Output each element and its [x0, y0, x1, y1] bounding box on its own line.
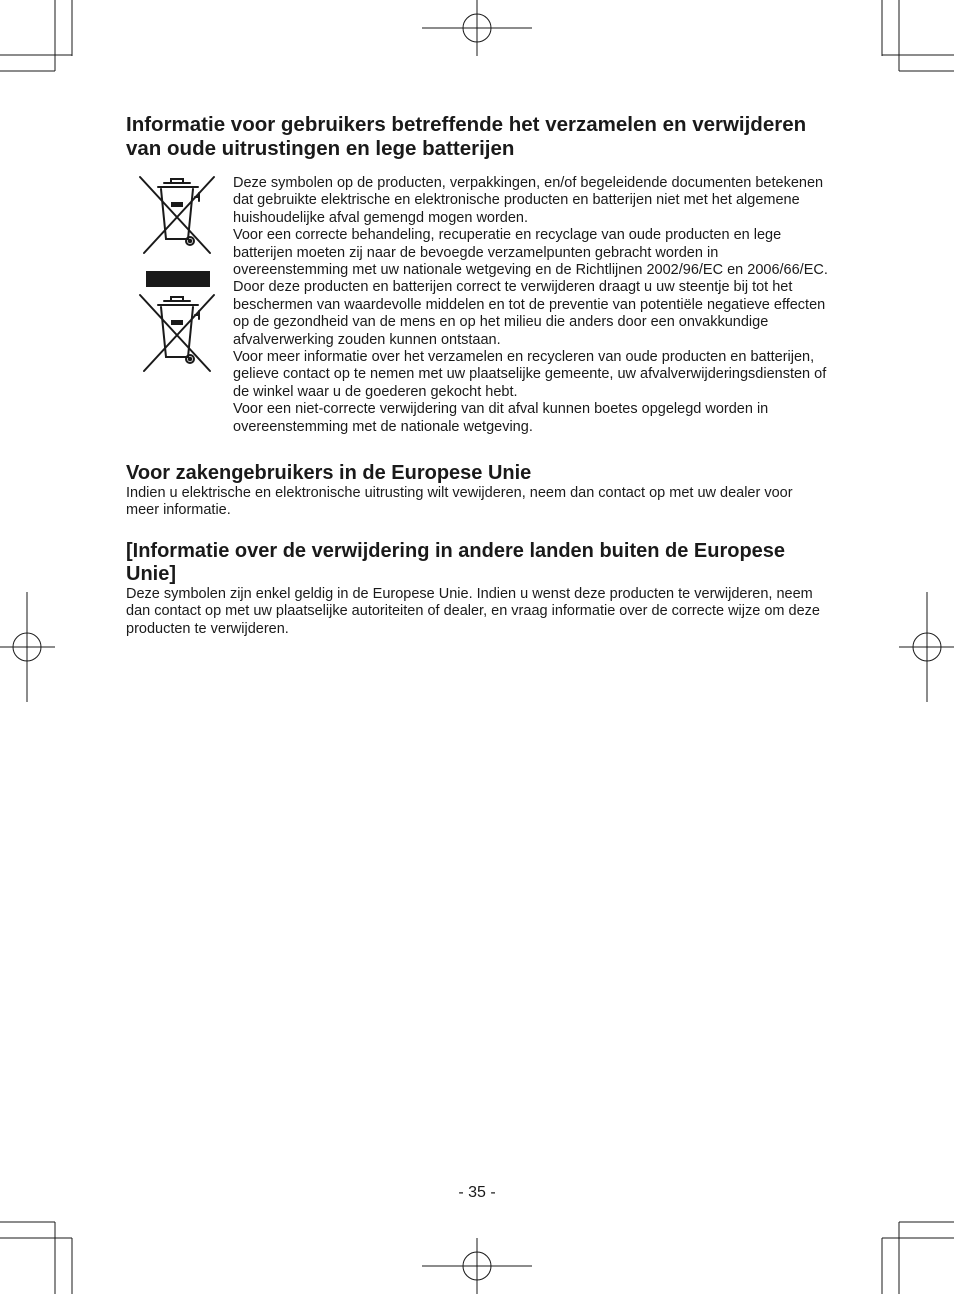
crossed-out-wheelie-bin-icon — [136, 175, 218, 257]
section-heading: [Informatie over de verwijdering in andere landen buiten de Europese Unie] — [126, 539, 786, 585]
info-paragraph: Deze symbolen op de producten, verpakkingen, en/of begeleidende documenten betekenen dat gebruikte elektrische en elektronische producten en batterijen niet met het algemene huishoudelijke afval gemengd mogen worden. — [233, 175, 824, 226]
black-bar-icon — [146, 271, 210, 287]
crossed-out-wheelie-bin-icon — [136, 293, 218, 375]
page-content — [126, 113, 826, 638]
info-paragraph: Voor een correcte behandeling, recuperatie en recyclage van oude producten en lege batterijen moeten zij naar de bevoegde verzamelpunten gebracht worden in overeenstemming met uw nationale wetgeving en de Richtlijnen 2002/96/EC en 2006/66/EC. — [233, 227, 828, 279]
section-business-users-eu — [126, 462, 826, 520]
disposal-info-block — [126, 175, 826, 454]
section-heading: Voor zakengebruikers in de Europese Unie — [126, 462, 532, 484]
info-paragraph: Voor meer informatie over het verzamelen en recycleren van oude producten en batterijen, gelieve contact op te nemen met uw plaatselijke gemeente, uw afvalverwijderingsdiensten of de winkel waar u de goederen gekocht hebt. — [233, 349, 827, 400]
page-number: - 35 - — [458, 1184, 496, 1201]
info-paragraph: Voor een niet-correcte verwijdering van dit afval kunnen boetes opgelegd worden in overeenstemming met de nationale wetgeving. — [233, 401, 769, 435]
disposal-info-text — [233, 175, 829, 436]
section-outside-eu — [126, 540, 826, 638]
section-text: Indien u elektrische en elektronische uitrusting wilt vewijderen, neem dan contact op met uw dealer voor meer informatie. — [126, 485, 793, 519]
page-title: Informatie voor gebruikers betreffende het verzamelen en verwijderen van oude uitrustingen en lege batterijen — [126, 113, 807, 160]
info-paragraph: Door deze producten en batterijen correct te verwijderen draagt u uw steentje bij tot het beschermen van waardevolle middelen en tot de preventie van potentiële negatieve effecten op de gezondheid van de mens en op het milieu die anders door een onvakkundige afvalverwerking zouden kunnen ontstaan. — [233, 279, 826, 348]
section-text: Deze symbolen zijn enkel geldig in de Europese Unie. Indien u wenst deze producten te verwijderen, neem dan contact op met uw plaatselijke autoriteiten of dealer, en vraag informatie over de correcte wijze om deze producten te verwijderen. — [126, 585, 820, 637]
weee-symbols — [136, 175, 216, 375]
